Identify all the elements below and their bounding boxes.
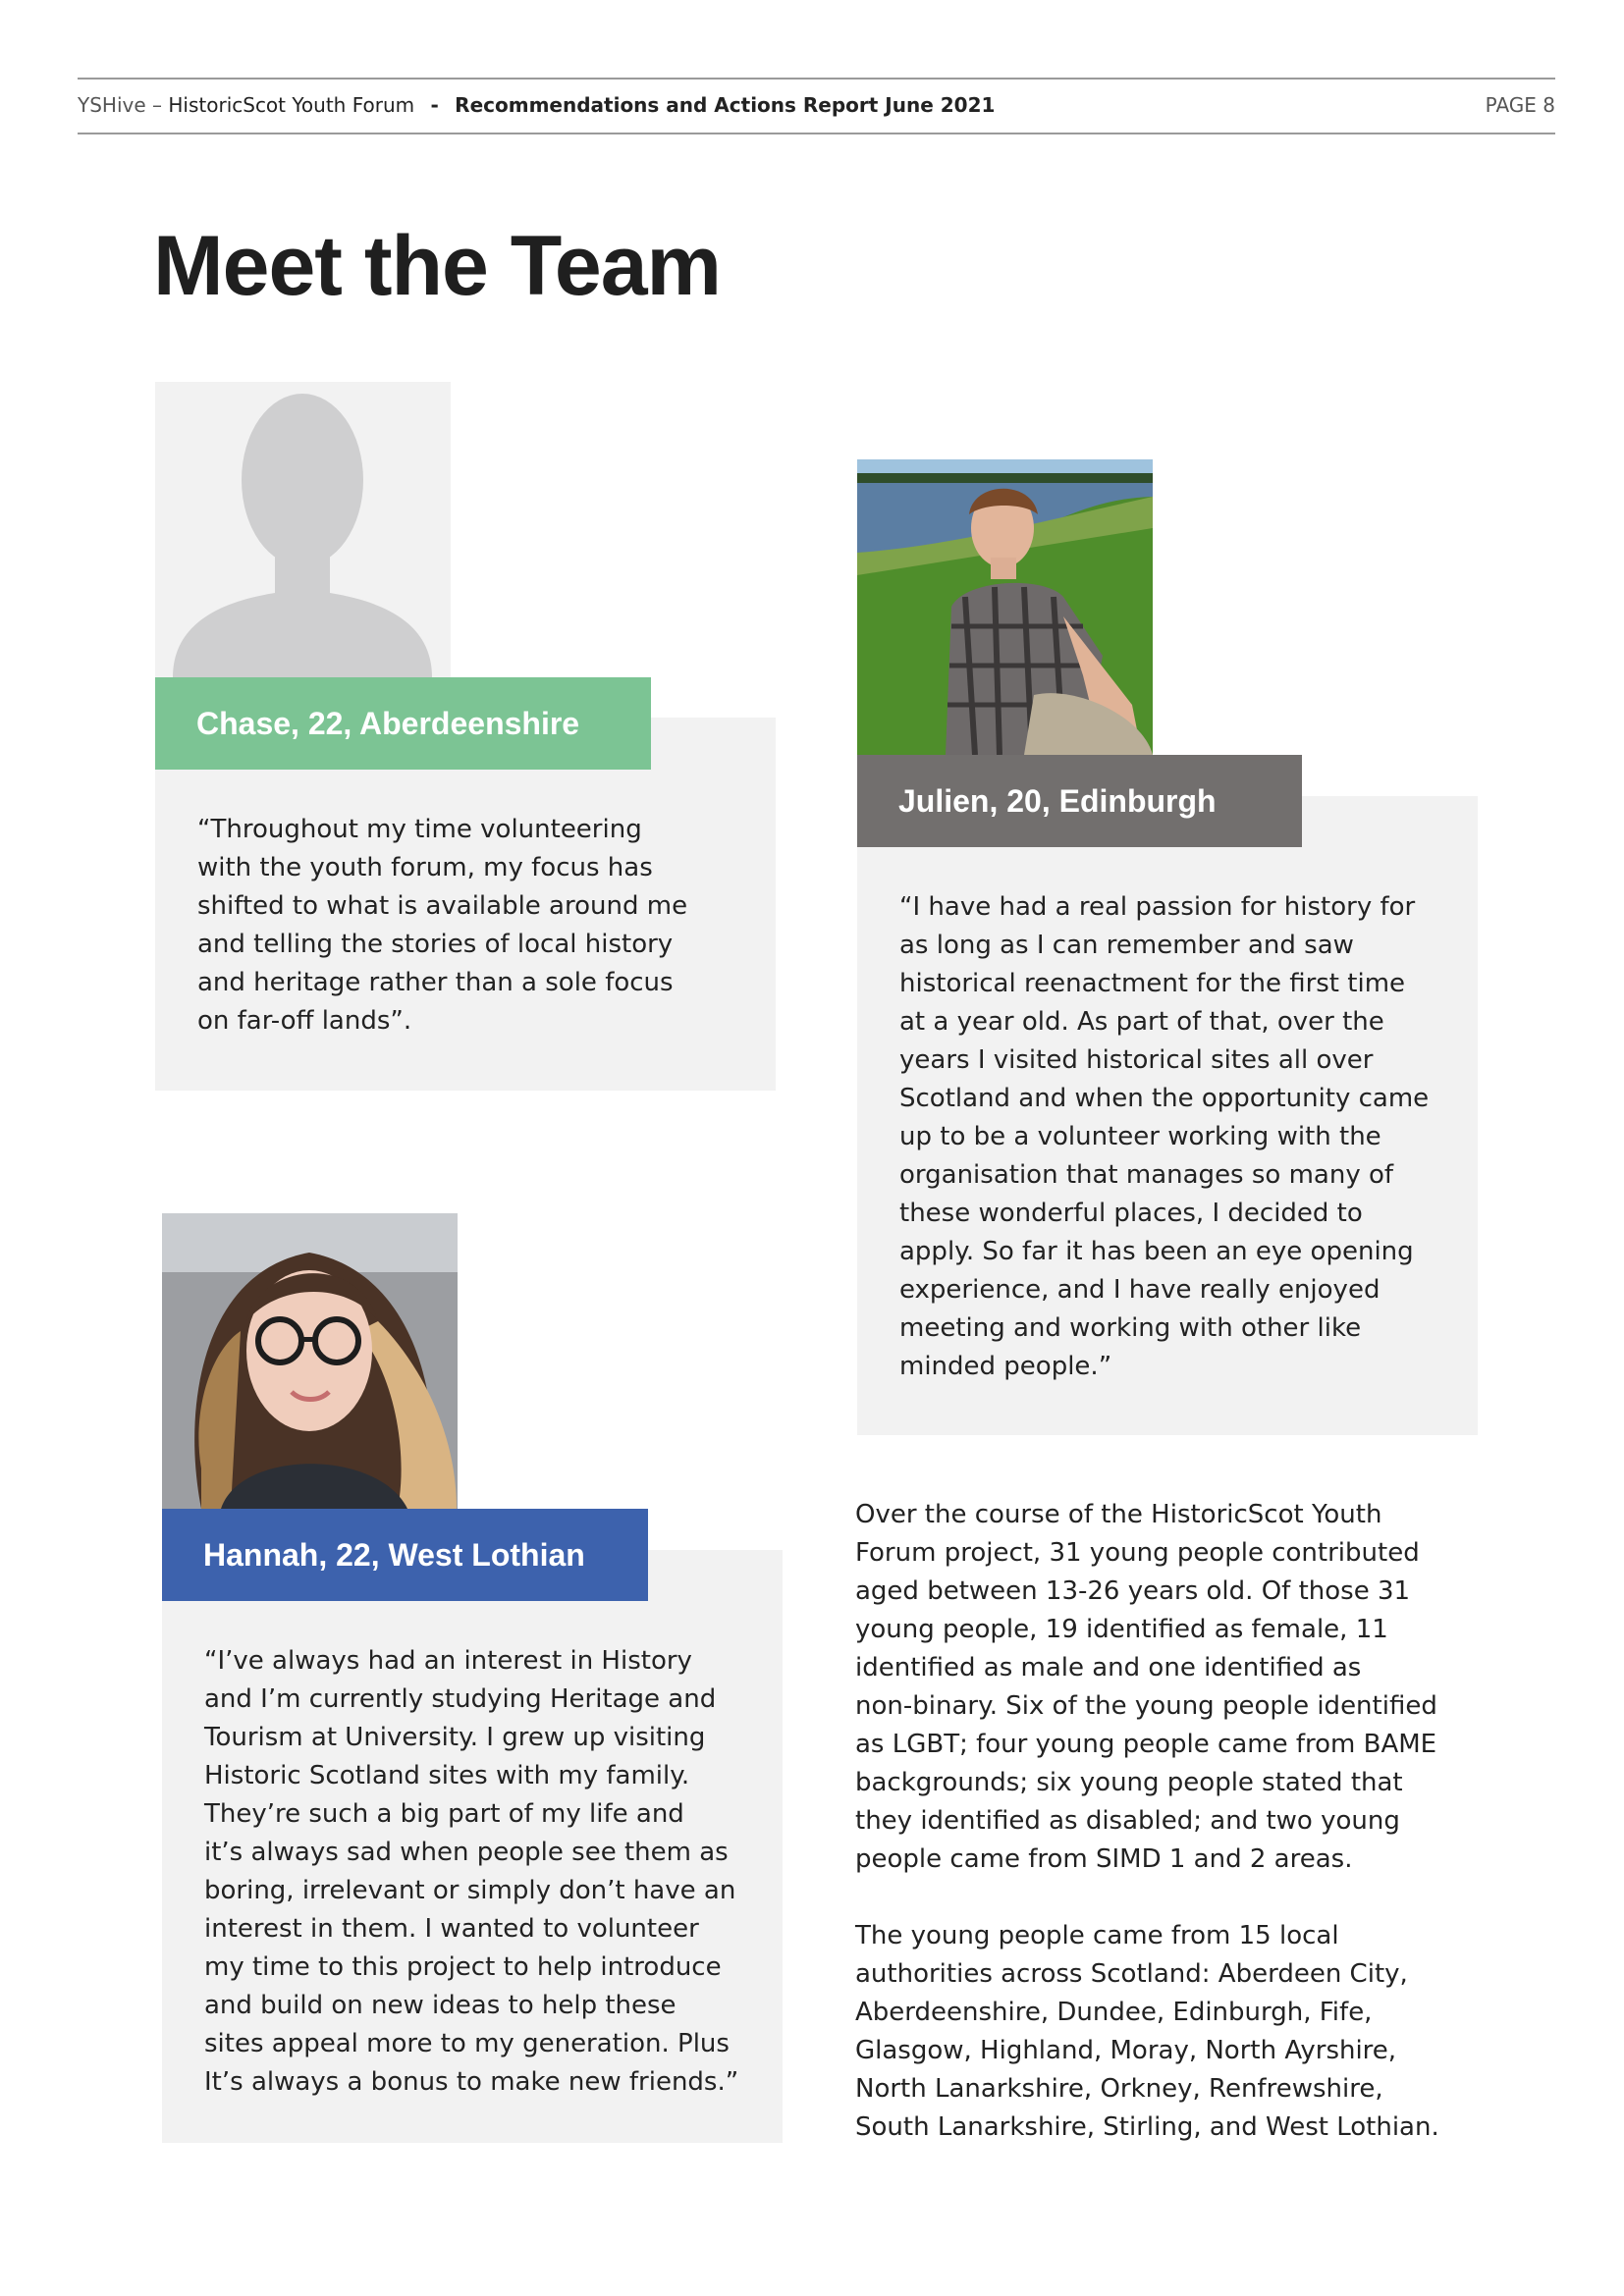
stats-line: North Lanarkshire, Orkney, Renfrewshire, xyxy=(855,2074,1383,2104)
stats-line: people came from SIMD 1 and 2 areas. xyxy=(855,1844,1353,1874)
julien-name-label: Julien, 20, Edinburgh xyxy=(857,755,1302,847)
quote-line: meeting and working with other like xyxy=(899,1313,1362,1343)
julien-quote xyxy=(899,888,1429,1386)
forum-stats-text xyxy=(855,1496,1439,2185)
quote-line: Scotland and when the opportunity came xyxy=(899,1084,1430,1113)
stats-line: backgrounds; six young people stated that xyxy=(855,1768,1403,1797)
stats-line: young people, 19 identified as female, 11 xyxy=(855,1615,1388,1644)
stats-line: as LGBT; four young people came from BAME xyxy=(855,1730,1437,1759)
header-dash: – xyxy=(152,93,163,117)
stats-line: authorities across Scotland: Aberdeen City, xyxy=(855,1959,1408,1989)
page-title: Meet the Team xyxy=(153,219,721,313)
quote-line: years I visited historical sites all over xyxy=(899,1045,1374,1075)
stats-line: The young people came from 15 local xyxy=(855,1921,1339,1950)
quote-line: at a year old. As part of that, over the xyxy=(899,1007,1384,1037)
quote-line: “I’ve always had an interest in History xyxy=(204,1646,692,1676)
person-silhouette-icon xyxy=(155,382,451,677)
chase-photo xyxy=(155,382,451,677)
chase-name-label: Chase, 22, Aberdeenshire xyxy=(155,677,651,770)
stats-line: Aberdeenshire, Dundee, Edinburgh, Fife, xyxy=(855,1998,1373,2027)
quote-line: as long as I can remember and saw xyxy=(899,931,1354,960)
quote-line: boring, irrelevant or simply don’t have an xyxy=(204,1876,736,1905)
julien-photo xyxy=(857,459,1153,755)
quote-line: and I’m currently studying Heritage and xyxy=(204,1684,717,1714)
quote-line: Tourism at University. I grew up visiting xyxy=(204,1723,706,1752)
stats-line: Over the course of the HistoricScot Youth xyxy=(855,1500,1382,1529)
quote-line: sites appeal more to my generation. Plus xyxy=(204,2029,730,2058)
hannah-quote xyxy=(204,1642,738,2102)
quote-line: minded people.” xyxy=(899,1352,1112,1381)
header-title xyxy=(78,93,995,117)
page-header xyxy=(78,78,1555,134)
header-org: YSHive xyxy=(78,93,146,117)
quote-line: “Throughout my time volunteering xyxy=(197,815,642,844)
quote-line: up to be a volunteer working with the xyxy=(899,1122,1381,1151)
quote-line: and heritage rather than a sole focus xyxy=(197,968,674,997)
quote-line: Historic Scotland sites with my family. xyxy=(204,1761,690,1790)
stats-line: they identified as disabled; and two young xyxy=(855,1806,1400,1836)
quote-line: “I have had a real passion for history for xyxy=(899,892,1416,922)
quote-line: It’s always a bonus to make new friends.” xyxy=(204,2067,739,2097)
stats-line: aged between 13-26 years old. Of those 31 xyxy=(855,1576,1411,1606)
header-forum: HistoricScot Youth Forum xyxy=(168,93,415,117)
header-report-title: Recommendations and Actions Report June 2021 xyxy=(455,93,996,117)
stats-line: non-binary. Six of the young people identified xyxy=(855,1691,1437,1721)
quote-line: experience, and I have really enjoyed xyxy=(899,1275,1380,1305)
quote-line: with the youth forum, my focus has xyxy=(197,853,653,882)
quote-line: it’s always sad when people see them as xyxy=(204,1838,729,1867)
chase-quote xyxy=(197,811,687,1041)
quote-line: shifted to what is available around me xyxy=(197,891,688,921)
stats-line: Glasgow, Highland, Moray, North Ayrshire, xyxy=(855,2036,1397,2065)
hannah-photo xyxy=(162,1213,458,1509)
quote-line: my time to this project to help introduce xyxy=(204,1952,722,1982)
hannah-name-label: Hannah, 22, West Lothian xyxy=(162,1509,648,1601)
quote-line: interest in them. I wanted to volunteer xyxy=(204,1914,699,1944)
quote-line: and telling the stories of local history xyxy=(197,930,674,959)
quote-line: on far-off lands”. xyxy=(197,1006,412,1036)
quote-line: and build on new ideas to help these xyxy=(204,1991,677,2020)
page-number: PAGE 8 xyxy=(1485,93,1555,117)
quote-line: historical reenactment for the first time xyxy=(899,969,1406,998)
quote-line: They’re such a big part of my life and xyxy=(204,1799,684,1829)
quote-line: organisation that manages so many of xyxy=(899,1160,1394,1190)
quote-line: these wonderful places, I decided to xyxy=(899,1199,1363,1228)
stats-paragraph xyxy=(855,1496,1439,1879)
stats-line: South Lanarkshire, Stirling, and West Lothian. xyxy=(855,2112,1439,2142)
header-separator: - xyxy=(430,93,439,117)
stats-line: Forum project, 31 young people contributed xyxy=(855,1538,1420,1568)
quote-line: apply. So far it has been an eye opening xyxy=(899,1237,1414,1266)
stats-paragraph xyxy=(855,1917,1439,2147)
stats-line: identified as male and one identified as xyxy=(855,1653,1362,1682)
